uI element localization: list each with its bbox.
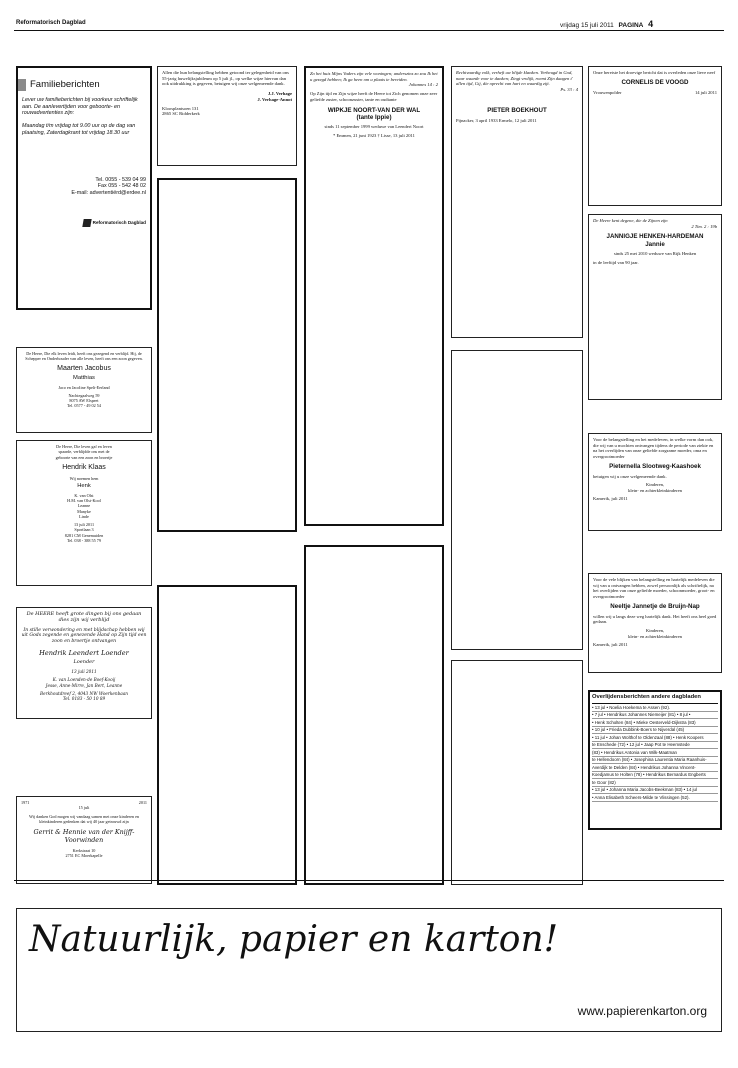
obituary-de-voogd-nephew — [588, 66, 722, 206]
henken-quote-ref: 2 Tim. 2 : 19b — [691, 223, 717, 229]
banner-url[interactable]: www.papierenkarton.org — [577, 1004, 707, 1018]
list-item: • 13 jul • Noelia Hoekema te Assen (92). — [592, 704, 718, 712]
neeltje-text: Voor de vele blijken van belangstelling en hartelijk medeleven die wij van u ontvangen hebben, zowel persoonlijk als schriftelijk, na het overlijden van onze geliefde moeder, schoonmoeder, groot- en overgrootmoeder — [593, 577, 715, 600]
obituary-boekhout — [451, 66, 583, 338]
boekhout-dates: Pijnacker, 3 april 1933 Ermelo, 12 juli 2011 — [456, 117, 537, 123]
birth-notice-jacobus — [16, 347, 152, 433]
familieberichten-title: Familieberichten — [30, 79, 100, 90]
obituary-de-voogd-family — [451, 350, 583, 650]
list-item: te Enschede (72) • 12 jul • Jaap Pot te Heemstede — [592, 742, 718, 750]
henken-since: sinds 25 mei 2010 weduwe van Rijk Henken — [613, 250, 697, 256]
klaas-family: K. van Olst H.M. van Olst-Kool Leanne Manyke Linde — [67, 492, 101, 519]
jacobus-postcode: 8075 AW Elspeet — [69, 397, 99, 403]
page-number: 4 — [648, 19, 654, 29]
verhage-names: J.J. Verhage J. Verhage-Annot — [257, 91, 292, 102]
list-item: te Goor (82) — [592, 779, 718, 787]
page-label: PAGINA — [618, 22, 644, 29]
van-der-wal-since: sinds 11 september 1999 weduwe van Leendert Noort — [324, 124, 424, 130]
neeltje-thanks: willen wij u langs deze weg hartelijk dank. Het heeft ons heel goed gedaan. — [593, 613, 717, 625]
jacobus-parents: Jaco en Jacoline Spelt-Eerland — [58, 385, 110, 391]
neeltje-place-date: Kamerik, juli 2011 — [593, 641, 628, 647]
jacobus-address: Nachtegaalweg 59 — [68, 392, 100, 398]
neeltje-family: Kinderen, klein- en achterkleinkinderen — [628, 628, 682, 639]
pieternella-thanks: betuigen wij u onze welgemeende dank. — [593, 473, 667, 479]
obituary-noort-van-der-wal — [304, 66, 444, 526]
header-rule — [14, 30, 724, 31]
rd-logo-text: Reformatorisch Dagblad — [92, 220, 146, 225]
jacobus-roepnaam: Matthias — [73, 375, 95, 382]
knijff-text: Wij danken God mogen wij vandaag samen met onze kinderen en kleinkinderen gedenken dat wij 40 jaar getrouwd zijn — [28, 813, 140, 824]
jacobus-text: De Heere, Die elk leven leidt, heeft ons gezegend en verblijd. Hij, de Schepper en Onderhouder van alle leven, heeft ons een zoon gegeven. — [25, 351, 143, 362]
list-item: (83) • Hendrikus Antonia van Wilk-Maatman — [592, 749, 718, 757]
boekhout-quote-ref: Ps. 33 : 4 — [560, 87, 578, 93]
rd-logo-icon — [82, 219, 91, 227]
boekhout-quote: Rechtvaardig volk, verheft uw blijde klanken. Verheugd in God, naar waarde voor te danken; Zingt vrolijk, roemt Zijn daagen t' allen tijd, Gij, die oprecht van hart en waardig zijt. — [456, 70, 573, 87]
loender-address: Berkhoutdreef 2, 4043 NW Woerkenbaan — [40, 690, 128, 696]
list-item: • Anna Elisabeth Scheers-Milde te Vlissingen (52). — [592, 794, 718, 802]
loender-roepnaam: Loender — [73, 658, 95, 665]
knijff-year-end: 2011 — [138, 800, 147, 805]
verhage-text: Allen die hun belangstelling hebben getoond ter gelegenheid van ons 55-jarig huwelijksjubileum op 5 juli jl., op welke wijze hiervan dan ook uitdrukking is gegeven, betuigen wij onze welgemeende dank. — [162, 70, 289, 87]
pieternella-text: Voor de belangstelling en het medeleven, in welke vorm dan ook, die wij van u mochten ontvangen tijdens de periode van ziekte en na het overlijden van onze geliefde zorgzame moeder, oma en overgrootmoeder — [593, 437, 714, 460]
de-voogd-nephew-name: CORNELIS DE VOOGD — [621, 78, 689, 86]
knijff-year-start: 1971 — [21, 800, 30, 805]
klaas-roepnaam: Henk — [77, 482, 91, 489]
verhage-address: Kloosplantsoen 131 — [162, 105, 199, 111]
knijff-address: Kerkstraat 10 — [72, 848, 96, 853]
obituary-hooghoed — [304, 545, 444, 885]
list-item: • 10 jul • Frieda Dubbink-Boers te Nijverdal (45) — [592, 727, 718, 735]
obituary-muilwijk — [157, 178, 297, 532]
klaas-name: Hendrik Klaas — [62, 463, 106, 471]
list-item: • 13 jul • Johanna Maria Jacobs-Beekman (83) • 14 jul — [592, 787, 718, 795]
knijff-date: 15 juli — [78, 805, 90, 811]
banner-slogan: Natuurlijk, papier en karton! — [29, 919, 559, 960]
loender-parents: K. van Loenden-de Boef-Kooij — [52, 677, 116, 683]
klaas-phone: Tel. 038 - 388 55 79 — [67, 537, 101, 543]
loender-name: Hendrik Leendert Loender — [39, 648, 129, 657]
contact-phone: Tel. 0055 - 539 04 99 — [95, 176, 146, 183]
pieternella-name: Pieternella Slootweg-Kaashoek — [609, 462, 701, 470]
overlijden-title: Overlijdensberichten andere dagbladen — [592, 694, 718, 704]
loender-siblings: Jesse, Anne-Mirre, Jan Bert, Leanne — [45, 682, 123, 688]
de-voogd-nephew-date: 14 juli 2011 — [694, 90, 717, 96]
birth-notice-klaas — [16, 440, 152, 586]
klaas-text: De Heere, Die leven gaf en leven spaarde, verblijdde ons met de geboorte van een zoon en broertje — [55, 444, 113, 460]
thanks-neeltje — [588, 573, 722, 673]
knijff-postcode: 2751 EC Moerkapelle — [65, 853, 103, 859]
loender-date: 13 juli 2011 — [71, 669, 97, 675]
bottom-rule — [14, 880, 724, 881]
van-der-wal-quote-ref: Johannes 14 : 2 — [408, 82, 438, 88]
loender-phone: Tel. 0183 - 50 10 89 — [62, 696, 106, 702]
anniversary-knijff — [16, 796, 152, 884]
papier-karton-banner — [16, 908, 722, 1032]
van-der-wal-quote: Zo het huis Mijns Vaders zijn vele woningen; anderszins zo zou Ik het u gezegd hebben; Ik ga heen om u plaats te bereiden. — [310, 71, 438, 82]
neeltje-name: Neeltje Jannetje de Bruijn-Nap — [610, 602, 700, 610]
jacobus-phone: Tel. 0577 - 49 02 54 — [67, 403, 101, 409]
van-der-wal-intro: Op Zijn tijd en Zijn wijze heeft de Heere tot Zich genomen onze zeer geliefde zuster, schoonzuster, tante en oudtante — [310, 91, 438, 102]
date-text: vrijdag 15 juli 2011 — [560, 22, 614, 29]
list-item: Averdijk te Delden (84) • Hendrikus Johanna Vincent- — [592, 764, 718, 772]
list-item: • 11 jul • Johan Wolthof te Oldenzaal (88) • Henk Koopers — [592, 734, 718, 742]
list-item: • Henk Scholten (84) • Mieke Oesterveld-Dijkstra (83) — [592, 719, 718, 727]
paper-name: Reformatorisch Dagblad — [16, 20, 86, 26]
klaas-address: Sportlaan 3 — [74, 527, 94, 533]
henken-quote: De Heere kent degene, die de Zijnen zijn — [593, 218, 668, 223]
boekhout-name: PIETER BOEKHOUT — [487, 106, 547, 114]
familieberichten-intro: Lever uw familieberichten bij voorkeur schriftelijk aan. De aanlevertijden voor geboorte- en rouwadvertenties zijn: — [22, 96, 138, 117]
de-voogd-nephew-text: Onze bereiste het droevige bericht dat is overleden onze lieve neef — [593, 70, 716, 75]
birth-notice-loender — [16, 607, 152, 719]
klaas-roepnaam-intro: Wij noemen hem — [69, 475, 99, 481]
de-voogd-nephew-place: Vrouwenpolder — [593, 90, 622, 96]
loender-verse: De HEERE heeft grote dingen bij ons gedaan dies zijn wij verblijd — [26, 611, 142, 624]
jacobus-name: Maarten Jacobus — [57, 364, 111, 372]
page-date — [560, 19, 653, 30]
van-der-wal-dates: * Emmen, 21 juni 1923 † Lisse, 13 juli 2011 — [333, 132, 415, 138]
obituary-van-der-groen — [157, 585, 297, 885]
familieberichten-box — [16, 66, 152, 310]
obituary-henken — [588, 214, 722, 400]
van-der-wal-name: WIPKJE NOORT-VAN DER WAL — [327, 106, 421, 114]
thanks-verhage — [157, 66, 297, 166]
pieternella-place-date: Kamerik, juli 2011 — [593, 495, 628, 501]
list-item: Koedjamus te Holten (78) • Hendrikus Bernardus Engberts — [592, 772, 718, 780]
henken-name: JANNIGJE HENKEN-HARDEMAN — [606, 233, 704, 241]
klaas-date: 13 juli 2011 — [73, 522, 95, 528]
contact-email[interactable]: E-mail: advertentiërd@erdee.nl — [71, 190, 146, 197]
rd-logo — [22, 219, 146, 227]
list-item: • 7 jul • Hendrikus Johannes Niemeijer (81) • 8 jul • — [592, 712, 718, 720]
overlijden-list — [592, 704, 718, 802]
knijff-names: Gerrit & Hennie van der Knijff-Voorwinden — [33, 828, 135, 844]
van-der-wal-roepnaam: (tante Ippie) — [356, 114, 392, 122]
pieternella-family: Kinderen, klein- en achterkleinkinderen — [628, 482, 682, 494]
list-item: te Hellendoorn (84) • Josephina Laurentia Maria Raanhuis- — [592, 757, 718, 765]
contact-fax: Fax 055 - 542 48 02 — [97, 183, 146, 190]
loender-text: In stille verwondering en met blijdschap hebben wij uit Gods zegende en genezende Hand op Zijn tijd een zoon en broertje ontvangen — [21, 627, 147, 644]
henken-age: in de leeftijd van 90 jaar. — [593, 259, 639, 265]
klaas-postcode: 8281 CM Genemuiden — [64, 532, 104, 538]
obituary-de-voogd-brother — [451, 660, 583, 885]
thanks-pieternella — [588, 433, 722, 531]
henken-roepnaam: Jannie — [645, 241, 665, 249]
overlijdensberichten — [588, 690, 722, 830]
verhage-postcode: 2865 SC Ridderkerk — [162, 111, 200, 117]
familieberichten-times: Maandag t/m vrijdag tot 9.00 uur op de dag van plaatsing, Zaterdagkrant tot vrijdag 18.30 uur — [22, 123, 136, 136]
